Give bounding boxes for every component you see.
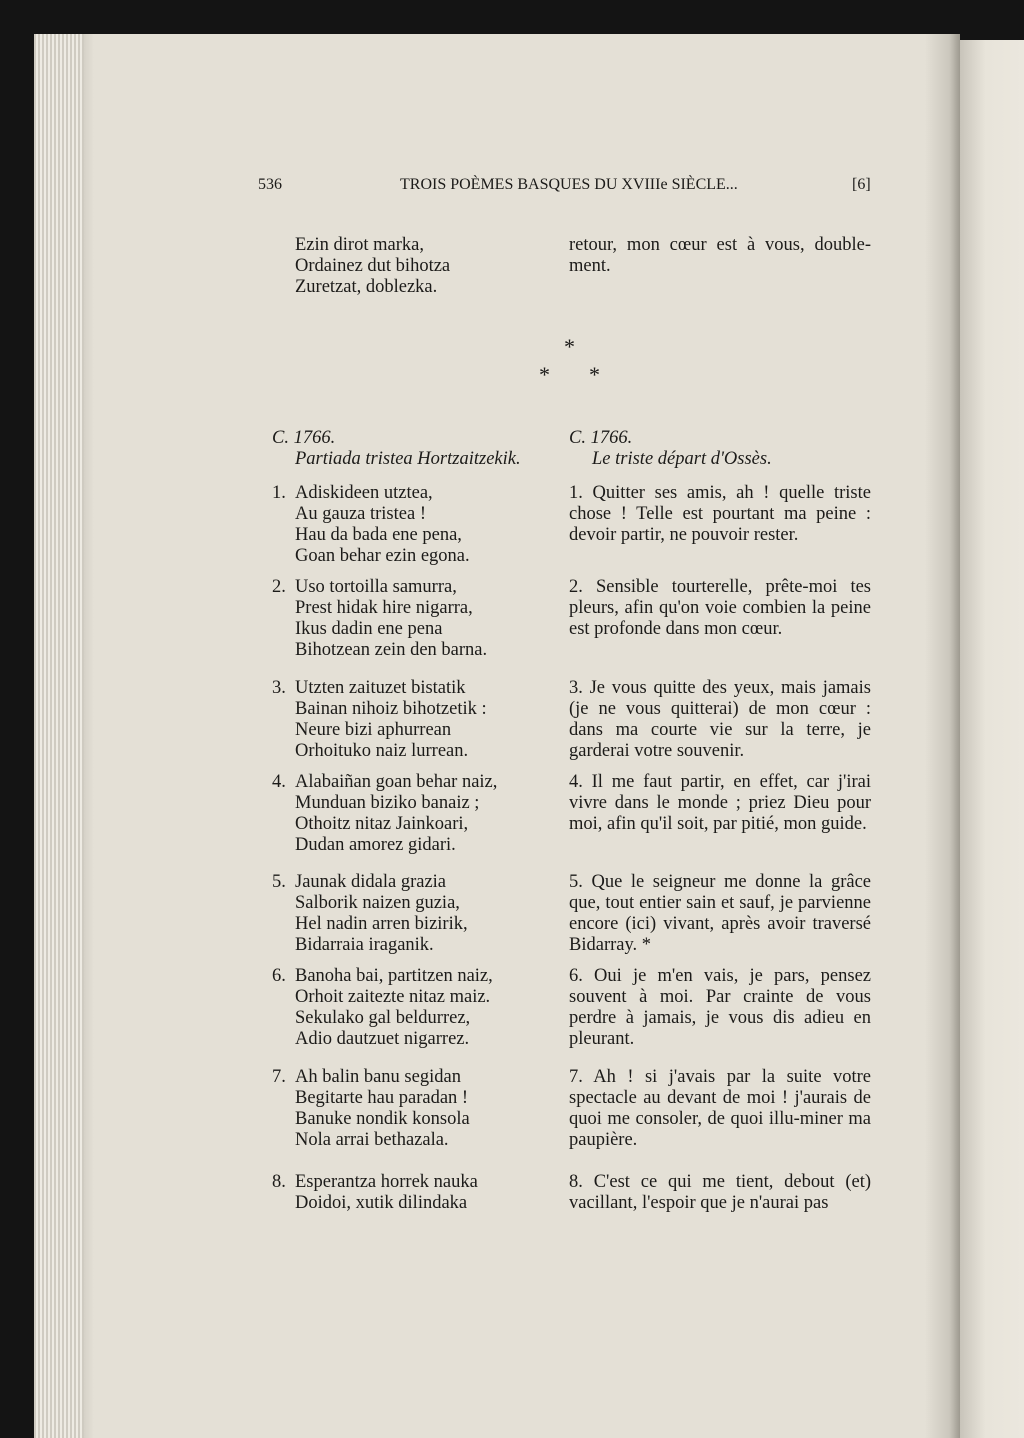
verse-text: Ah balin banu segidan bbox=[295, 1067, 461, 1087]
verse-text: Salborik naizen guzia, bbox=[295, 893, 460, 913]
separator-star: * bbox=[564, 334, 575, 359]
verse-line bbox=[272, 619, 562, 640]
verse-line bbox=[272, 546, 562, 567]
stanza-number: 5. bbox=[272, 872, 286, 892]
verse-line bbox=[272, 1172, 562, 1193]
verse-line: Ezin dirot marka, bbox=[295, 235, 424, 255]
verse-line bbox=[272, 914, 562, 935]
verse-text: Nola arrai bethazala. bbox=[295, 1130, 449, 1150]
verse-line bbox=[272, 966, 562, 987]
verse-line bbox=[272, 1109, 562, 1130]
verse-text: Goan behar ezin egona. bbox=[295, 546, 470, 566]
verse-line bbox=[272, 793, 562, 814]
verse-text: Begitarte hau paradan ! bbox=[295, 1088, 469, 1108]
verse-line bbox=[272, 772, 562, 793]
stanza-french: 7. Ah ! si j'avais par la suite votre spectacle au devant de moi ! j'aurais de quoi me consoler, de quoi illu-miner ma paupière. bbox=[569, 1067, 871, 1150]
verse-text: Hau da bada ene pena, bbox=[295, 525, 462, 545]
verse-line: Zuretzat, doblezka. bbox=[295, 277, 438, 297]
stanza-french: 5. Que le seigneur me donne la grâce que, tout entier sain et sauf, je parvienne encore (ici) vivant, après avoir traversé Bidarray. * bbox=[569, 872, 871, 955]
verse-text: Prest hidak hire nigarra, bbox=[295, 598, 473, 618]
verse-text: Esperantza horrek nauka bbox=[295, 1172, 478, 1192]
verse-line bbox=[272, 1067, 562, 1088]
verse-text: Hel nadin arren bizirik, bbox=[295, 914, 468, 934]
verse-line: Ordainez dut bihotza bbox=[295, 256, 451, 276]
stanza-number: 6. bbox=[272, 966, 286, 986]
verse-line bbox=[272, 577, 562, 598]
gutter-shadow bbox=[925, 34, 960, 1438]
carryover-basque bbox=[295, 235, 585, 298]
verse-text: Orhoituko naiz lurrean. bbox=[295, 741, 469, 761]
stanza-number: 2. bbox=[272, 577, 286, 597]
verse-text: Adiskideen utztea, bbox=[295, 483, 433, 503]
stanza-french: 1. Quitter ses amis, ah ! quelle triste chose ! Telle est pourtant ma peine : devoir partir, ne pouvoir rester. bbox=[569, 483, 871, 545]
verse-text: Dudan amorez gidari. bbox=[295, 835, 456, 855]
verse-line bbox=[272, 1008, 562, 1029]
verse-line bbox=[272, 1029, 562, 1050]
verse-text: Au gauza tristea ! bbox=[295, 504, 426, 524]
verse-line bbox=[272, 1130, 562, 1151]
title-basque: Partiada tristea Hortzaitzekik. bbox=[295, 449, 521, 469]
verse-line bbox=[272, 598, 562, 619]
verse-text: Doidoi, xutik dilindaka bbox=[295, 1193, 468, 1213]
verse-text: Munduan biziko banaiz ; bbox=[295, 793, 480, 813]
date-basque: C. 1766. bbox=[272, 428, 336, 448]
verse-text: Banoha bai, partitzen naiz, bbox=[295, 966, 493, 986]
verse-line bbox=[272, 504, 562, 525]
stanza-basque bbox=[272, 483, 562, 567]
verse-line bbox=[272, 835, 562, 856]
verse-text: Bidarraia iraganik. bbox=[295, 935, 434, 955]
verse-line bbox=[272, 525, 562, 546]
verse-text: Utzten zaituzet bistatik bbox=[295, 678, 466, 698]
verse-line bbox=[272, 483, 562, 504]
verse-line bbox=[272, 987, 562, 1008]
verse-text: Orhoit zaitezte nitaz maiz. bbox=[295, 987, 491, 1007]
separator-star: * bbox=[539, 362, 550, 387]
stanza-basque bbox=[272, 872, 562, 956]
stanza-french: 4. Il me faut partir, en effet, car j'irai vivre dans le monde ; priez Dieu pour moi, afin qu'il soit, par pitié, mon guide. bbox=[569, 772, 871, 834]
verse-text: Neure bizi aphurrean bbox=[295, 720, 452, 740]
verse-text: Othoitz nitaz Jainkoari, bbox=[295, 814, 469, 834]
page-edges bbox=[34, 34, 84, 1438]
stanza-french: 3. Je vous quitte des yeux, mais jamais (je ne vous quitterai) de mon cœur : dans ma courte vie sur la terre, je garderai votre souvenir. bbox=[569, 678, 871, 761]
verse-line bbox=[272, 935, 562, 956]
stanza-number: 4. bbox=[272, 772, 286, 792]
stanza-french: 8. C'est ce qui me tient, debout (et) vacillant, l'espoir que je n'aurai pas bbox=[569, 1172, 871, 1213]
stanza-basque bbox=[272, 772, 562, 856]
stanza-basque bbox=[272, 966, 562, 1050]
verse-line bbox=[272, 893, 562, 914]
stanza-basque bbox=[272, 1172, 562, 1214]
verse-text: Banuke nondik konsola bbox=[295, 1109, 470, 1129]
verse-line bbox=[272, 741, 562, 762]
verse-text: Bihotzean zein den barna. bbox=[295, 640, 488, 660]
page-number: 536 bbox=[258, 176, 282, 193]
stanza-number: 1. bbox=[272, 483, 286, 503]
section-number: [6] bbox=[852, 176, 871, 193]
carryover-french: retour, mon cœur est à vous, double-ment. bbox=[569, 235, 871, 276]
verse-text: Uso tortoilla samurra, bbox=[295, 577, 457, 597]
verse-line bbox=[272, 1193, 562, 1214]
verse-text: Sekulako gal beldurrez, bbox=[295, 1008, 471, 1028]
verse-line bbox=[272, 720, 562, 741]
verse-line bbox=[272, 814, 562, 835]
stanza-number: 7. bbox=[272, 1067, 286, 1087]
verse-text: Adio dautzuet nigarrez. bbox=[295, 1029, 470, 1049]
date-french: C. 1766. bbox=[569, 428, 633, 448]
verse-text: Jaunak didala grazia bbox=[295, 872, 447, 892]
stanza-basque bbox=[272, 678, 562, 762]
title-french: Le triste départ d'Ossès. bbox=[592, 449, 772, 469]
stanza-basque bbox=[272, 1067, 562, 1151]
stanza-french: 6. Oui je m'en vais, je pars, pensez souvent à moi. Par crainte de vous perdre à jamais, je vous dis adieu en pleurant. bbox=[569, 966, 871, 1049]
verse-line bbox=[272, 872, 562, 893]
verse-line bbox=[272, 1088, 562, 1109]
running-title: TROIS POÈMES BASQUES DU XVIIIe SIÈCLE... bbox=[400, 176, 738, 193]
stanza-number: 8. bbox=[272, 1172, 286, 1192]
verse-line bbox=[272, 699, 562, 720]
verse-text: Bainan nihoiz bihotzetik : bbox=[295, 699, 487, 719]
verse-text: Ikus dadin ene pena bbox=[295, 619, 443, 639]
separator-star: * bbox=[589, 362, 600, 387]
verse-line bbox=[272, 640, 562, 661]
verse-text: Alabaiñan goan behar naiz, bbox=[295, 772, 498, 792]
stanza-basque bbox=[272, 577, 562, 661]
verse-line bbox=[272, 678, 562, 699]
facing-page-edge bbox=[960, 40, 1024, 1438]
stanza-number: 3. bbox=[272, 678, 286, 698]
stanza-french: 2. Sensible tourterelle, prête-moi tes pleurs, afin qu'on voie combien la peine est profonde dans mon cœur. bbox=[569, 577, 871, 639]
